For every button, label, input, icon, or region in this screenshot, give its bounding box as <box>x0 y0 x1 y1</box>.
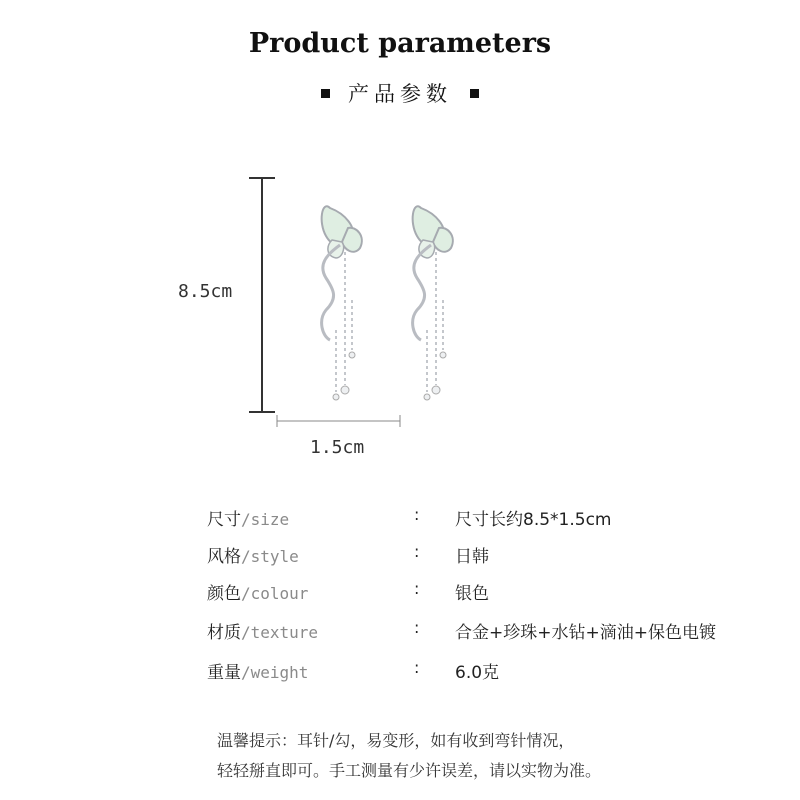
param-colon: : <box>414 618 420 637</box>
param-label-en: /weight <box>241 663 309 682</box>
param-value: 合金+珍珠+水钻+滴油+保色电镀 <box>455 623 716 643</box>
param-value: 尺寸长约8.5*1.5cm <box>455 510 612 530</box>
param-label-cn: 重量 <box>207 663 241 683</box>
param-label-en: /style <box>241 547 299 566</box>
param-colon: : <box>414 658 420 677</box>
page-subtitle: 产品参数 <box>348 82 452 106</box>
height-dimension-line <box>249 178 275 412</box>
width-dimension-line <box>277 415 400 427</box>
param-label-cn: 颜色 <box>207 584 241 604</box>
notice-line-1: 温馨提示：耳针/勾，易变形，如有收到弯针情况， <box>217 731 575 750</box>
param-label-en: /colour <box>241 584 309 603</box>
param-row-weight <box>0 658 800 688</box>
height-label: 8.5cm <box>178 281 233 302</box>
param-row-style <box>0 542 800 572</box>
left-earring <box>322 206 362 400</box>
page-title: Product parameters <box>248 28 552 59</box>
param-row-colour <box>0 579 800 609</box>
notice-line-2: 轻轻掰直即可。手工测量有少许误差，请以实物为准。 <box>217 761 602 780</box>
param-value: 6.0克 <box>455 663 500 683</box>
param-label <box>207 542 299 567</box>
param-label <box>207 579 308 604</box>
param-label-cn: 尺寸 <box>207 510 241 530</box>
param-label-en: /size <box>241 510 290 529</box>
param-colon: : <box>414 579 420 598</box>
param-colon: : <box>414 542 420 561</box>
param-label-en: /texture <box>241 623 319 642</box>
param-value: 银色 <box>455 584 489 604</box>
param-row-size <box>0 505 800 535</box>
param-value: 日韩 <box>455 547 489 567</box>
param-label-cn: 材质 <box>207 623 241 643</box>
right-earring <box>413 206 453 400</box>
param-colon: : <box>414 505 420 524</box>
param-row-texture <box>0 618 800 648</box>
width-label: 1.5cm <box>310 437 365 458</box>
param-label <box>207 658 308 683</box>
param-label <box>207 618 318 643</box>
param-label <box>207 505 289 530</box>
param-label-cn: 风格 <box>207 547 241 567</box>
